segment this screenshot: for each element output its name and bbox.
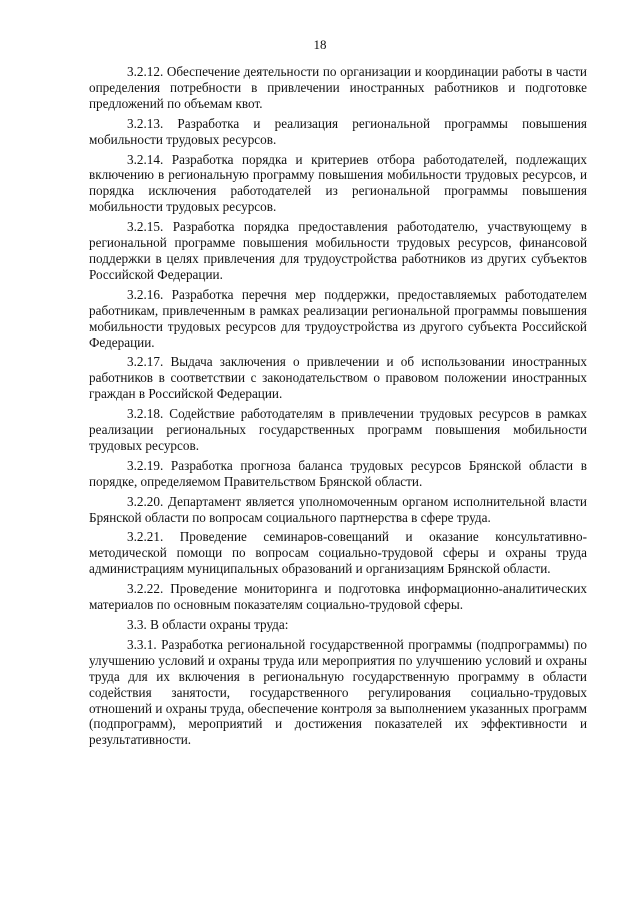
document-body <box>89 64 587 752</box>
paragraph-3-2-17: 3.2.17. Выдача заключения о привлечении и об использовании иностранных работников в соответствии с законодательством о правовом положении иностранных граждан в Российской Федерации. <box>89 354 587 402</box>
paragraph-3-3-1: 3.3.1. Разработка региональной государственной программы (подпрограммы) по улучшению условий и охраны труда или мероприятия по улучшению условий и охраны труда для их включения в региональную государственную программу в области содействия занятости, государственного регулирования социально-трудовых отношений и охраны труда, обеспечение контроля за выполнением указанных программ (подпрограмм), мероприятий и достижения показателей их эффективности и результативности. <box>89 636 587 748</box>
paragraph-3-2-21: 3.2.21. Проведение семинаров-совещаний и оказание консультативно-методической помощи по вопросам социально-трудовой сферы и охраны труда администрациям муниципальных образований и организациям Брянской области. <box>89 529 587 577</box>
paragraph-3-2-22: 3.2.22. Проведение мониторинга и подготовка информационно-аналитических материалов по основным показателям социально-трудовой сферы. <box>89 581 587 613</box>
paragraph-3-2-19: 3.2.19. Разработка прогноза баланса трудовых ресурсов Брянской области в порядке, определяемом Правительством Брянской области. <box>89 457 587 489</box>
section-heading-3-3: 3.3. В области охраны труда: <box>127 617 289 632</box>
paragraph-3-2-16: 3.2.16. Разработка перечня мер поддержки, предоставляемых работодателем работникам, привлеченным в рамках реализации региональной программы повышения мобильности трудовых ресурсов для трудоустройства из другого субъекта Российской Федерации. <box>89 286 587 350</box>
paragraph-3-2-18: 3.2.18. Содействие работодателям в привлечении трудовых ресурсов в рамках реализации региональных государственных программ повышения мобильности трудовых ресурсов. <box>89 406 587 453</box>
paragraph-3-2-14: 3.2.14. Разработка порядка и критериев отбора работодателей, подлежащих включению в региональную программу повышения мобильности трудовых ресурсов, и порядка исключения работодателей из региональной программы повышения мобильности трудовых ресурсов. <box>89 151 587 215</box>
page-number: 18 <box>313 37 327 52</box>
paragraph-3-2-12: 3.2.12. Обеспечение деятельности по организации и координации работы в части определения потребности в привлечении иностранных работников и подготовке предложений по объемам квот. <box>89 64 587 111</box>
paragraph-3-2-20: 3.2.20. Департамент является уполномоченным органом исполнительной власти Брянской области по вопросам социального партнерства в сфере труда. <box>89 493 587 525</box>
paragraph-3-2-13: 3.2.13. Разработка и реализация региональной программы повышения мобильности трудовых ресурсов. <box>89 115 587 147</box>
paragraph-3-2-15: 3.2.15. Разработка порядка предоставления работодателю, участвующему в региональной программе повышения мобильности трудовых ресурсов, финансовой поддержки в целях привлечения для трудоустройства работников из других субъектов Российской Федерации. <box>89 219 587 282</box>
